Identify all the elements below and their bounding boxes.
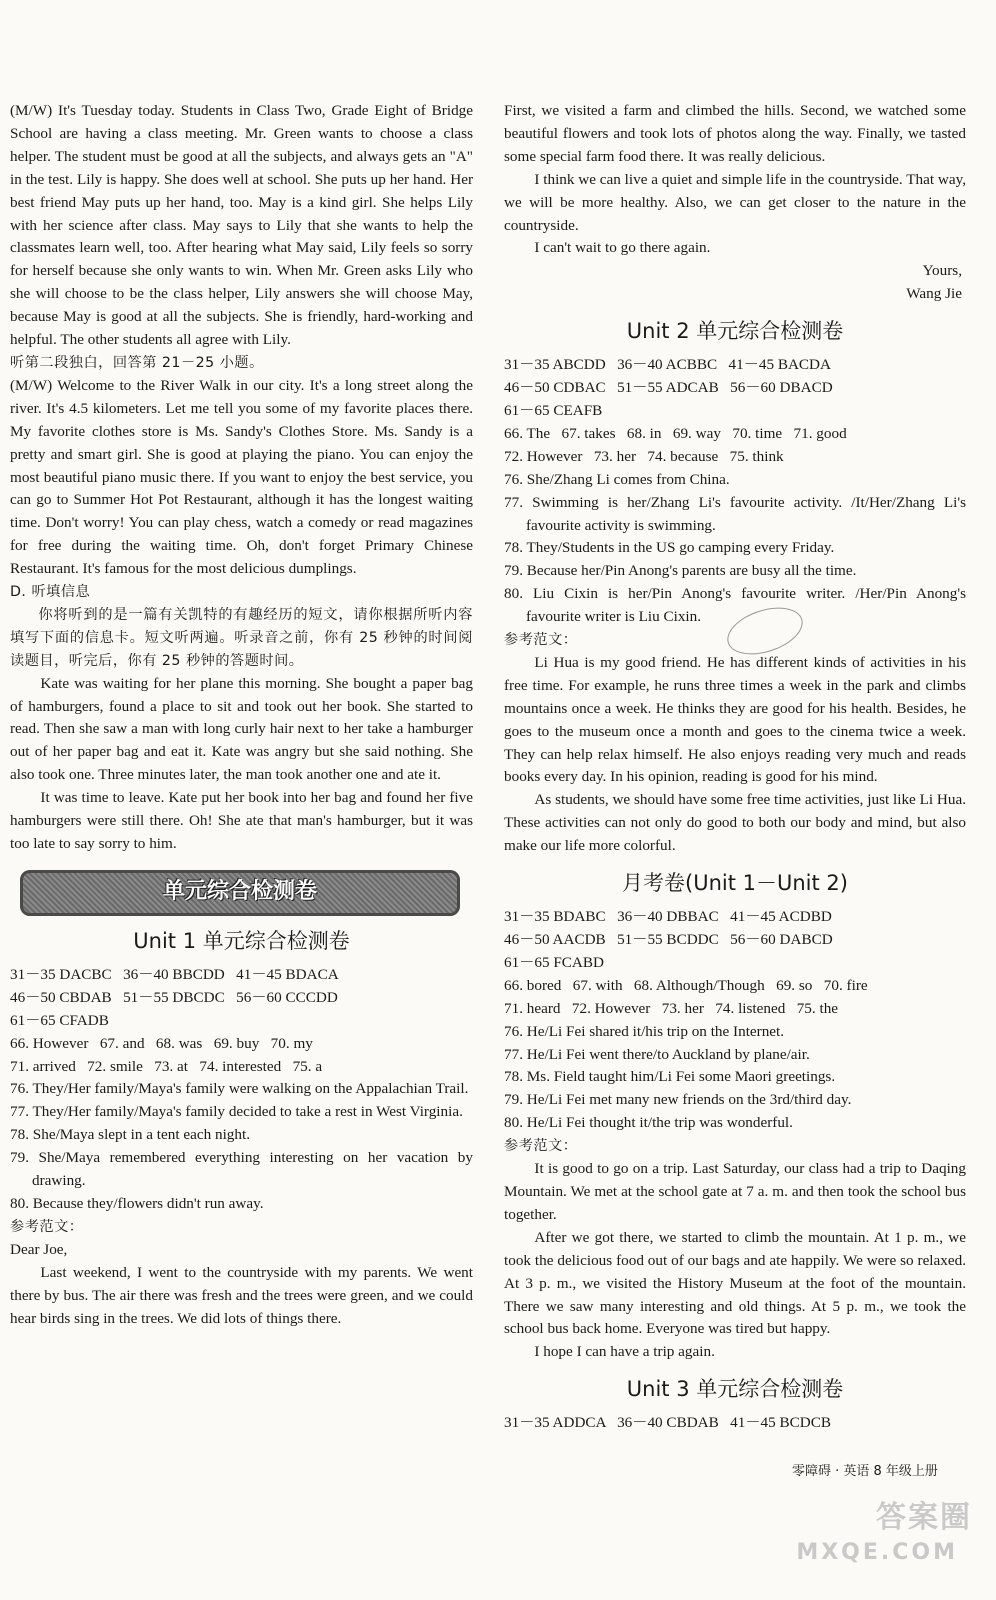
answer-line: 31－35 ADDCA 36－40 CBDAB 41－45 BCDCB [504, 1414, 831, 1432]
answer-sentence: 78. They/Students in the US go camping every Friday. [504, 539, 835, 557]
monthly-answers [504, 906, 966, 1135]
answer-sentence: 79. Because her/Pin Anong's parents are busy all the time. [504, 562, 857, 580]
essay-paragraph-2: As students, we should have some free time activities, just like Li Hua. These activities can not only do good to both our body and mind, but also make our life more colorful. [504, 791, 966, 855]
answer-line: 71. arrived 72. smile 73. at 74. interested 75. a [10, 1057, 323, 1075]
listening-text-1: (M/W) It's Tuesday today. Students in Class Two, Grade Eight of Bridge School are having a class meeting. Mr. Green wants to choose a class helper. The student must be good at all the subjects, and always gets an "A" in the test. Lily is happy. She does well at school. She puts up her hand. Her best friend May puts up her hand, too. May is a kind girl. She helps Lily with her science after class. May says to Lily that she wants to help the classmates learn well, too. After hearing what May said, Lily feels so sorry for herself because she only wants to win. When Mr. Green asks Lily who she will choose to be the class helper, Lily answers she will choose May, because May is good at all the subjects. She is friendly, hard-working and helpful. The other students all agree with Lily. [10, 102, 473, 349]
answer-line: 66. The 67. takes 68. in 69. way 70. time 71. good [504, 424, 847, 442]
answer-line: 46－50 AACDB 51－55 BCDDC 56－60 DABCD [504, 931, 833, 948]
unit1-answers [10, 964, 473, 1216]
answer-sentence: 76. She/Zhang Li comes from China. [504, 470, 730, 488]
section-d-heading: D. 听填信息 [10, 584, 91, 601]
answer-line: 31－35 ABCDD 36－40 ACBBC 41－45 BACDA [504, 356, 831, 374]
answer-sentence: 76. He/Li Fei shared it/his trip on the Internet. [504, 1022, 785, 1040]
unit1-title: Unit 1 单元综合检测卷 [133, 928, 350, 953]
section-banner: 单元综合检测卷 [20, 870, 460, 916]
answer-sentence: 80. He/Li Fei thought it/the trip was wonderful. [504, 1114, 793, 1132]
answer-line: 66. However 67. and 68. was 69. buy 70. my [10, 1034, 313, 1052]
unit3-title: Unit 3 单元综合检测卷 [626, 1377, 844, 1402]
unit2-answers [504, 354, 966, 629]
answer-line: 46－50 CBDAB 51－55 DBCDC 56－60 CCCDD [10, 988, 338, 1006]
listening-text-2: (M/W) Welcome to the River Walk in our city. It's a long street along the river. It's 4.5 kilometers. Let me tell you some of my favorite places there. My favorite clothes store is Ms. Sandy's Clothes Store. Ms. Sandy is a pretty and smart girl. She is good at playing the piano. You can enjoy the most beautiful piano music there. If you want to enjoy the best service, you can go to Summer Hot Pot Restaurant, although it has the longest waiting time. Don't worry! You can play chess, watch a comedy or read magazines for free during the waiting time. Oh, don't forget Primary Chinese Restaurant. It's famous for the most delicious dumplings. [10, 376, 473, 578]
sample-essay-label: 参考范文： [10, 1218, 84, 1235]
answer-sentence: 80. Because they/flowers didn't run away. [10, 1194, 264, 1212]
monthly-test-title: 月考卷(Unit 1－Unit 2) [622, 871, 848, 896]
page-footer: 零障碍 · 英语 8 年级上册 [792, 1464, 938, 1479]
kate-paragraph-1: Kate was waiting for her plane this morning. She bought a paper bag of hamburgers, found a place to sit and took out her book. She started to read. Then she saw a man with long curly hair next to her take a hamburger out of her paper bag and eat it. Kate was angry but she said nothing. She also took one. Three minutes later, the man took another one and ate it. [10, 674, 473, 784]
trip-paragraph-3: I hope I can have a trip again. [534, 1343, 715, 1361]
answer-sentence: 77. Swimming is her/Zhang Li's favourite activity. /It/Her/Zhang Li's favourite activity is swimming. [504, 493, 966, 534]
trip-paragraph-2: After we got there, we started to climb the mountain. At 1 p. m., we took the delicious food out of our bags and ate happily. We were so relaxed. At 3 p. m., we visited the History Museum at the foot of the mountain. There we saw many interesting and old things. At 5 p. m., we took the school bus back home. Everyone was tired but happy. [504, 1228, 966, 1338]
answer-line: 46－50 CDBAC 51－55 ADCAB 56－60 DBACD [504, 379, 833, 397]
answer-sentence: 79. He/Li Fei met many new friends on the 3rd/third day. [504, 1091, 852, 1109]
letter-paragraph-1: Last weekend, I went to the countryside with my parents. We went there by bus. The air there was fresh and the trees were green, and we could hear birds sing in the trees. We did lots of things there. [10, 1263, 473, 1327]
letter-paragraph-3: I think we can live a quiet and simple life in the countryside. That way, we will be more healthy. Also, we can get closer to the nature in the countryside. [504, 170, 966, 234]
letter-paragraph-2: First, we visited a farm and climbed the hills. Second, we watched some beautiful flowers and took lots of photos along the way. Finally, we tasted some special farm food there. It was really delicious. [504, 102, 966, 165]
sample-essay-label: 参考范文： [504, 632, 578, 649]
answer-line: 31－35 BDABC 36－40 DBBAC 41－45 ACDBD [504, 908, 832, 926]
answer-sentence: 80. Liu Cixin is her/Pin Anong's favourite writer. /Her/Pin Anong's favourite writer is Liu Cixin. [504, 585, 966, 626]
kate-paragraph-2: It was time to leave. Kate put her book into her bag and found her five hamburgers were still there. Oh! She ate that man's hamburger, but it was too late to say sorry to him. [10, 789, 473, 852]
left-column [10, 100, 473, 1330]
answer-line: 61－65 FCABD [504, 953, 605, 971]
answer-line: 66. bored 67. with 68. Although/Though 69. so 70. fire [504, 976, 868, 994]
answer-line: 31－35 DACBC 36－40 BBCDD 41－45 BDACA [10, 965, 339, 983]
answer-sentence: 79. She/Maya remembered everything interesting on her vacation by drawing. [10, 1149, 473, 1190]
answer-sentence: 78. She/Maya slept in a tent each night. [10, 1126, 250, 1144]
unit2-title: Unit 2 单元综合检测卷 [626, 319, 844, 344]
right-column [504, 100, 966, 1435]
letter-greeting: Dear Joe, [10, 1240, 68, 1258]
letter-closing: Yours, [922, 262, 962, 280]
watermark-url: MXQE.COM [796, 1540, 958, 1565]
letter-paragraph-4: I can't wait to go there again. [534, 239, 711, 257]
watermark-logo: 答案圈 [876, 1500, 972, 1535]
essay-paragraph-1: Li Hua is my good friend. He has different kinds of activities in his free time. For example, he runs three times a week in the park and climbs mountains once a week. He thinks they are good for his health. Besides, he goes to the museum once a month and goes to the cinema twice a week. They can help relax himself. He also enjoys reading very much and reads books every day. In his opinion, reading is good for his mind. [504, 653, 966, 786]
answer-sentence: 76. They/Her family/Maya's family were walking on the Appalachian Trail. [10, 1080, 469, 1098]
answer-line: 72. However 73. her 74. because 75. think [504, 447, 784, 465]
trip-paragraph-1: It is good to go on a trip. Last Saturday, our class had a trip to Daqing Mountain. We met at the school gate at 7 a. m. and then took the school bus together. [504, 1160, 966, 1223]
listening-heading-2: 听第二段独白，回答第 21－25 小题。 [10, 354, 264, 371]
section-d-instructions: 你将听到的是一篇有关凯特的有趣经历的短文，请你根据所听内容填写下面的信息卡。短文听两遍。听录音之前，你有 25 秒钟的时间阅读题目，听完后，你有 25 秒钟的答题时间。 [10, 606, 473, 669]
answer-sentence: 78. Ms. Field taught him/Li Fei some Maori greetings. [504, 1068, 836, 1086]
answer-line: 61－65 CEAFB [504, 401, 603, 419]
sample-essay-label: 参考范文： [504, 1138, 578, 1155]
letter-signature: Wang Jie [906, 285, 962, 303]
answer-sentence: 77. They/Her family/Maya's family decided to take a rest in West Virginia. [10, 1103, 463, 1121]
answer-line: 71. heard 72. However 73. her 74. listened 75. the [504, 999, 839, 1017]
answer-line: 61－65 CFADB [10, 1011, 109, 1029]
answer-sentence: 77. He/Li Fei went there/to Auckland by plane/air. [504, 1045, 810, 1063]
